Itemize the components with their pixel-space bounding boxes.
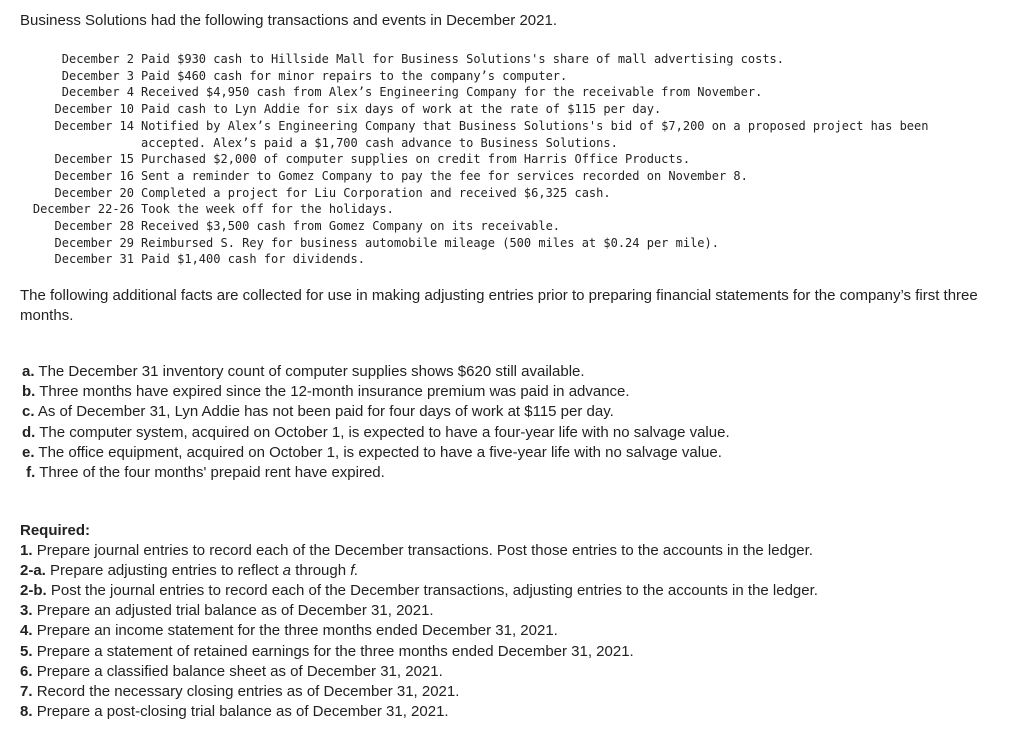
transaction-date: December 14 [54, 118, 134, 133]
fact-label: c. [22, 403, 35, 421]
transaction-description: Completed a project for Liu Corporation and received $6,325 cash. [141, 185, 611, 200]
fact-item [22, 423, 730, 443]
required-item-text: Prepare journal entries to record each of the December transactions. Post those entries to the accounts in the ledger. [36, 542, 813, 560]
required-item [20, 581, 818, 601]
transaction-date: December 16 [54, 168, 134, 183]
required-item [20, 561, 818, 581]
required-item-text: Prepare a post-closing trial balance as of December 31, 2021. [36, 702, 449, 720]
transaction-description: Took the week off for the holidays. [141, 202, 394, 217]
required-item-label: 6. [20, 662, 33, 680]
transaction-date: December 20 [54, 185, 134, 200]
transaction-description: Notified by Alex’s Engineering Company that Business Solutions's bid of $7,200 on a proposed project has been [141, 118, 929, 133]
transaction-description: Sent a reminder to Gomez Company to pay the fee for services recorded on November 8. [141, 168, 748, 183]
transaction-row [18, 168, 928, 185]
fact-label: e. [22, 443, 35, 461]
required-item [20, 682, 818, 702]
transaction-description: Paid $460 cash for minor repairs to the company’s computer. [141, 68, 568, 83]
required-item-label: 7. [20, 682, 33, 700]
transaction-description: Purchased $2,000 of computer supplies on credit from Harris Office Products. [141, 152, 691, 167]
transaction-row [18, 151, 928, 168]
transaction-row [18, 185, 928, 202]
facts-intro-text: The following additional facts are collected for use in making adjusting entries prior to preparing financial statements for the company’s first three months. [20, 287, 978, 324]
transaction-description: Paid $930 cash to Hillside Mall for Business Solutions's share of mall advertising costs. [141, 52, 784, 66]
fact-item [22, 382, 730, 402]
transaction-description: Received $3,500 cash from Gomez Company on its receivable. [141, 219, 561, 234]
fact-text: As of December 31, Lyn Addie has not been paid for four days of work at $115 per day. [37, 403, 614, 421]
required-title: Required: [20, 522, 91, 539]
fact-text: Three of the four months' prepaid rent have expired. [39, 464, 385, 482]
transaction-date: December 15 [54, 152, 134, 167]
transaction-description: Paid cash to Lyn Addie for six days of work at the rate of $115 per day. [141, 102, 662, 117]
fact-text: The computer system, acquired on October 1, is expected to have a four-year life with no salvage value. [39, 423, 730, 441]
fact-text: The December 31 inventory count of computer supplies shows $620 still available. [38, 363, 585, 380]
required-item-emphasis: f. [350, 562, 359, 580]
required-item-text: Prepare a classified balance sheet as of December 31, 2021. [36, 662, 443, 680]
fact-text: The office equipment, acquired on October 1, is expected to have a five-year life with no salvage value. [38, 443, 722, 461]
transaction-row [18, 51, 928, 68]
transaction-row [18, 201, 928, 218]
fact-item [22, 443, 730, 463]
transaction-description: Paid $1,400 cash for dividends. [141, 252, 365, 267]
required-section [20, 521, 818, 722]
fact-label: a. [22, 363, 35, 380]
transaction-date: December 10 [54, 102, 134, 117]
required-item [20, 702, 818, 722]
fact-text: Three months have expired since the 12-month insurance premium was paid in advance. [39, 383, 630, 401]
required-item [20, 662, 818, 682]
fact-item [22, 402, 730, 422]
transaction-row [18, 101, 928, 118]
required-item-label: 2-a. [20, 562, 46, 580]
transaction-row [18, 84, 928, 101]
required-item [20, 601, 818, 621]
required-item-label: 8. [20, 702, 33, 720]
transaction-row [18, 235, 928, 252]
fact-label: d. [22, 423, 36, 441]
required-item-text: Record the necessary closing entries as of December 31, 2021. [36, 682, 460, 700]
required-item-text: Prepare an income statement for the three months ended December 31, 2021. [36, 622, 558, 640]
adjustment-facts-list [22, 362, 730, 483]
required-item-text: Prepare a statement of retained earnings for the three months ended December 31, 2021. [36, 642, 634, 660]
required-item [20, 541, 818, 561]
required-item-label: 1. [20, 542, 33, 560]
required-item [20, 621, 818, 641]
transaction-date: December 2 [61, 52, 134, 66]
required-item-text: Prepare adjusting entries to reflect [50, 562, 279, 580]
fact-label: b. [22, 383, 36, 401]
transaction-row [18, 218, 928, 235]
transaction-row [18, 68, 928, 85]
transaction-date: December 22-26 [32, 202, 134, 217]
transaction-description: Received $4,950 cash from Alex’s Engineering Company for the receivable from November. [141, 85, 763, 100]
fact-label: f. [26, 464, 36, 482]
transaction-date: December 4 [61, 85, 134, 100]
transactions-list [18, 51, 928, 268]
fact-item [22, 362, 730, 382]
required-item-label: 5. [20, 642, 33, 660]
transaction-date: December 28 [54, 219, 134, 234]
intro-text: Business Solutions had the following transactions and events in December 2021. [20, 12, 557, 29]
transaction-date: December 31 [54, 252, 134, 267]
transaction-row [18, 251, 928, 268]
transaction-row [18, 118, 928, 135]
required-item-emphasis: a [282, 562, 292, 580]
transaction-description-continued: accepted. Alex’s paid a $1,700 cash advance to Business Solutions. [141, 135, 618, 150]
required-item-label: 4. [20, 622, 33, 640]
transaction-date: December 29 [54, 235, 134, 250]
transaction-description: Reimbursed S. Rey for business automobile mileage (500 miles at $0.24 per mile). [141, 235, 719, 250]
transaction-date: December 3 [61, 68, 134, 83]
fact-item [22, 463, 730, 483]
required-item [20, 642, 818, 662]
required-item-label: 2-b. [20, 582, 47, 600]
required-item-text: through [295, 562, 347, 580]
required-item-text: Post the journal entries to record each of the December transactions, adjusting entries to the accounts in the ledger. [50, 582, 818, 600]
required-item-text: Prepare an adjusted trial balance as of December 31, 2021. [36, 602, 434, 620]
required-item-label: 3. [20, 602, 33, 620]
